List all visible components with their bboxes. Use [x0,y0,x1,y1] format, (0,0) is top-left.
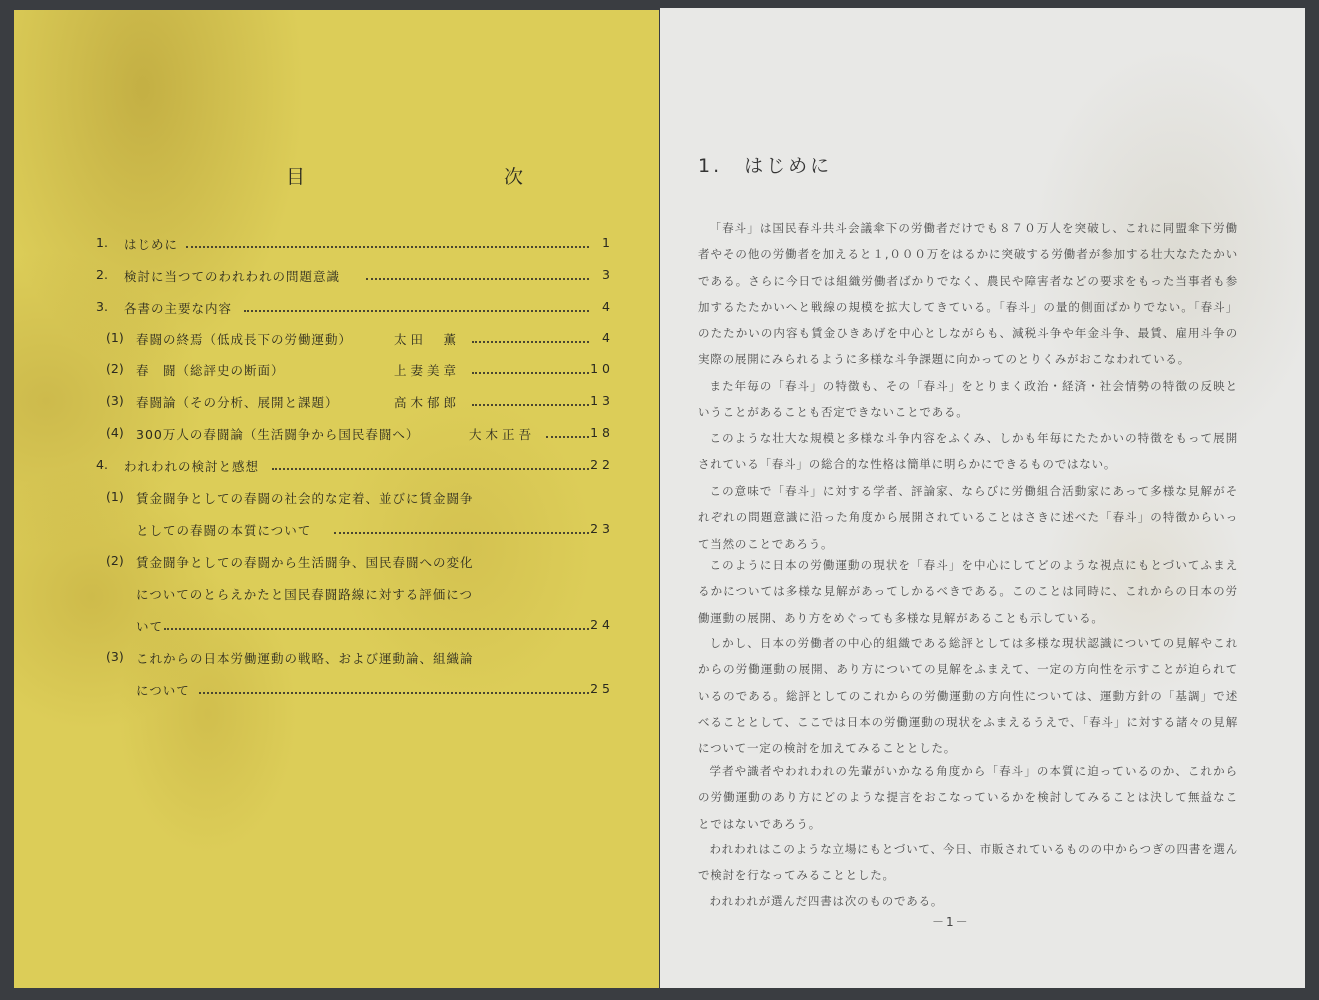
toc-row-page: 3 [602,267,614,282]
toc-row-page: 25 [590,681,614,696]
paragraph: また年毎の「春斗」の特徴も、その「春斗」をとりまく政治・経済・社会情勢の特徴の反映ということがあることも否定できないことである。 [698,379,1238,420]
toc-row-text: 各書の主要な内容 [124,301,233,316]
toc-row-text: これからの日本労働運動の戦略、および運動論、組織論 [136,651,474,666]
toc-row [14,585,634,609]
toc-row-number: (3) [106,649,124,664]
toc-row-number: (1) [106,330,124,345]
toc-row-text: としての春闘の本質について [136,523,312,538]
toc-row [14,299,634,323]
toc-leader-dots [186,246,589,248]
toc-row [14,267,634,291]
toc-row-number: (2) [106,361,124,376]
paragraph: このような壮大な規模と多様な斗争内容をふくみ、しかも年毎にたたかいの特徴をもって展開されている「春斗」の総合的な性格は簡単に明らかにできるものではない。 [698,431,1238,472]
toc-row-text: われわれの検討と感想 [124,459,260,474]
toc-row-text: 春 闘（総評史の断面） [136,363,285,378]
toc-leader-dots [546,436,589,438]
paragraph: このように日本の労働運動の現状を「春斗」を中心にしてどのような視点にもとづいてふまえるかについては多様な見解があってしかるべきである。このことは同時に、これからの日本の労働運動の展開、あり方をめぐっても多様な見解があることも示している。 [698,558,1238,625]
toc-row-page: 23 [590,521,614,536]
paragraph: われわれが選んだ四書は次のものである。 [709,894,944,908]
toc-row-number: 3. [96,299,108,314]
toc-row-number: 1. [96,235,108,250]
toc-leader-dots [472,372,589,374]
page-number: －1－ [932,915,970,929]
toc-leader-dots [244,310,589,312]
toc-row [14,681,634,705]
toc-leader-dots [472,341,589,343]
toc-leader-dots [366,278,589,280]
paragraph: 学者や識者やわれわれの先輩がいかなる角度から「春斗」の本質に迫っているのか、これからの労働運動のあり方にどのような提言をおこなっているかを検討してみることは決して無益なことではないであろう。 [698,764,1238,831]
paragraph: われわれはこのような立場にもとづいて、今日、市販されているものの中からつぎの四書を選んで検討を行なってみることとした。 [698,842,1238,883]
toc-row [14,235,634,259]
toc-row [14,361,634,385]
section-heading: 1. はじめに [698,155,833,177]
toc-row-text: 春闘論（その分析、展開と課題） [136,395,339,410]
toc-row-author: 大木正吾 [469,427,536,442]
toc-row-text: いて [136,619,164,634]
toc-row [14,649,634,673]
toc-row-page: 1 [602,235,614,250]
toc-row [14,457,634,481]
toc-row-text: についてのとらえかたと国民春闘路線に対する評価につ [136,587,474,602]
left-page-toc [14,10,659,988]
toc-row-number: (1) [106,489,124,504]
toc-row-number: (4) [106,425,124,440]
toc-leader-dots [472,404,589,406]
toc-row-text: 春闘の終焉（低成長下の労働運動） [136,332,353,347]
toc-leader-dots [334,532,589,534]
toc-row-author: 高木郁郎 [394,395,461,410]
toc-row [14,553,634,577]
toc-row-number: 4. [96,457,108,472]
toc-row [14,521,634,545]
toc-row [14,617,634,641]
toc-leader-dots [199,692,589,694]
toc-row-page: 4 [602,330,614,345]
toc-row-page: 13 [590,393,614,408]
toc-row [14,425,634,449]
toc-row-number: 2. [96,267,108,282]
toc-row-number: (3) [106,393,124,408]
paragraph: しかし、日本の労働者の中心的組織である総評としては多様な現状認識についての見解やこれからの労働運動の展開、あり方についての見解をふまえて、一定の方向性を示すことが迫られているのである。総評としてのこれからの労働運動の方向性については、運動方針の「基調」で述べることとして、ここでは日本の労働運動の現状をふまえるうえで、「春斗」に対する諸々の見解について一定の検討を加えてみることとした。 [698,636,1238,756]
toc-row-text: について [136,683,190,698]
toc-row-author: 太田 薫 [394,332,461,347]
toc-row-page: 10 [590,361,614,376]
toc-leader-dots [164,628,589,630]
right-page-body [660,8,1305,988]
toc-row-text: はじめに [124,237,179,252]
toc-row-page: 24 [590,617,614,632]
paragraph: 「春斗」は国民春斗共斗会議傘下の労働者だけでも８７０万人を突破し、これに同盟傘下労働者やその他の労働者を加えると１,０００万をはるかに突破する労働者が参加する壮大なたたかいである。さらに今日では組織労働者ばかりでなく、農民や障害者などの要求をもった当事者も参加するたたかいへと戦線の規模を拡大してきている。「春斗」の量的側面ばかりでない。「春斗」のたたかいの内容も賃金ひきあげを中心としながらも、減税斗争や年金斗争、最賃、雇用斗争の実際の展開にみられるように多様な斗争課題に向かってのとりくみがおこなわれている。 [698,221,1238,367]
toc-row-text: 賃金闘争としての春闘から生活闘争、国民春闘への変化 [136,555,474,570]
toc-row-text: 300万人の春闘論（生活闘争から国民春闘へ） [136,427,420,442]
toc-leader-dots [272,468,589,470]
toc-row-page: 22 [590,457,614,472]
toc-row-author: 上妻美章 [394,363,461,378]
toc-row-number: (2) [106,553,124,568]
toc-row-page: 4 [602,299,614,314]
toc-row [14,393,634,417]
toc-row-text: 検討に当つてのわれわれの問題意識 [124,269,341,284]
toc-row [14,330,634,354]
toc-row-page: 18 [590,425,614,440]
toc-row-text: 賃金闘争としての春闘の社会的な定着、並びに賃金闘争 [136,491,474,506]
toc-title: 目 次 [286,166,614,188]
toc-row [14,489,634,513]
paragraph: この意味で「春斗」に対する学者、評論家、ならびに労働組合活動家にあって多様な見解がそれぞれの問題意識に沿った角度から展開されていることはさきに述べた「春斗」の特徴からいって当然のことであろう。 [698,484,1238,551]
